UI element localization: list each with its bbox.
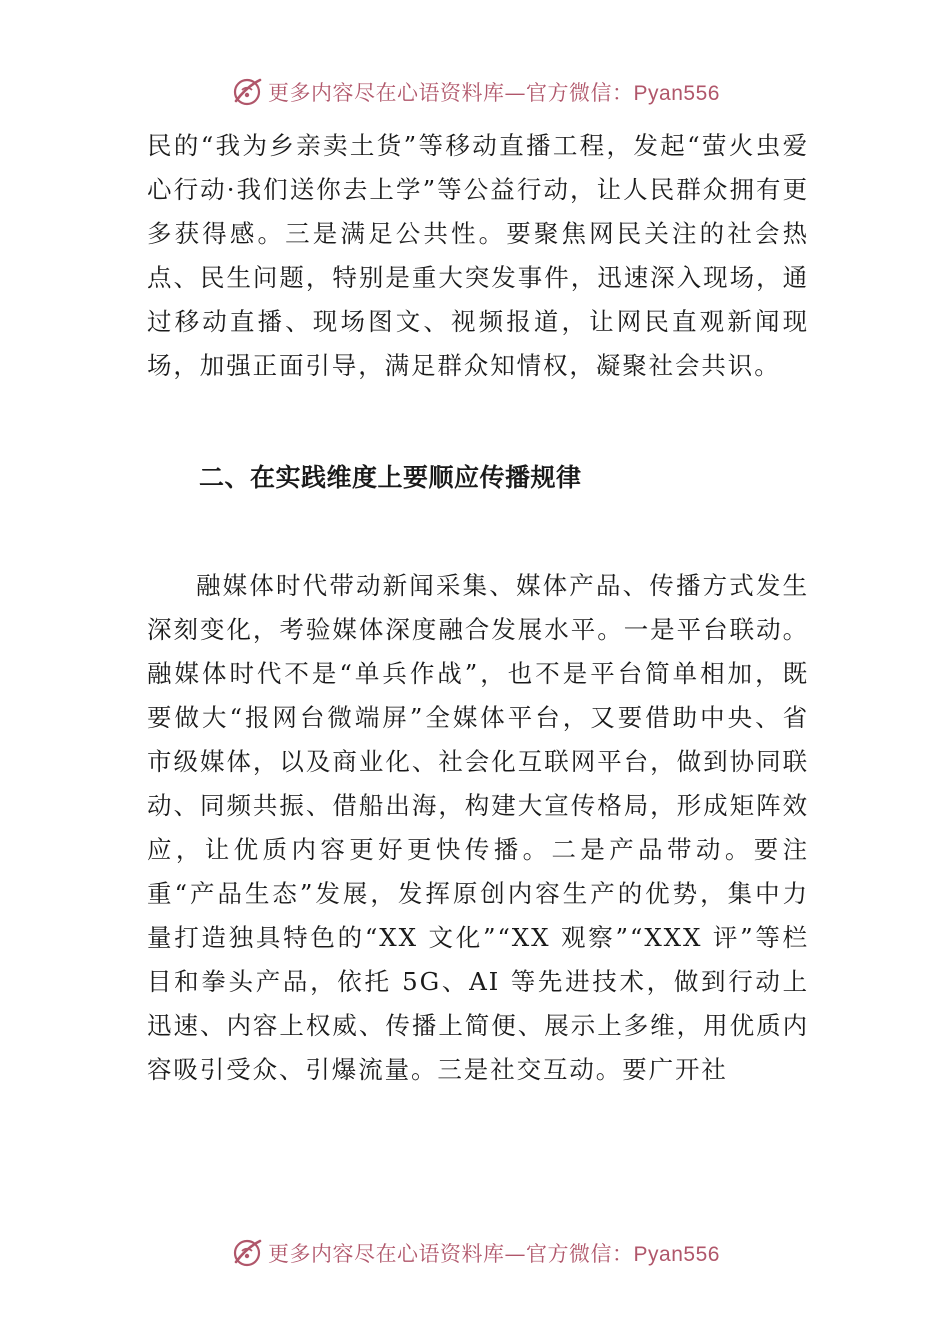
wechat-id: Pyan556	[633, 1243, 720, 1266]
logo-icon	[230, 75, 264, 109]
watermark-text: 更多内容尽在心语资料库—官方微信：Pyan556	[268, 1242, 720, 1266]
document-body	[147, 124, 809, 1092]
logo-icon	[230, 1236, 264, 1270]
footer-watermark	[0, 1233, 950, 1273]
paragraph-2: 融媒体时代带动新闻采集、媒体产品、传播方式发生深刻变化，考验媒体深度融合发展水平。一是平台联动。融媒体时代不是“单兵作战”，也不是平台简单相加，既要做大“报网台微端屏”全媒体平台，又要借助中央、省市级媒体，以及商业化、社会化互联网平台，做到协同联动、同频共振、借船出海，构建大宣传格局，形成矩阵效应，让优质内容更好更快传播。二是产品带动。要注重“产品生态”发展，发挥原创内容生产的优势，集中力量打造独具特色的“XX 文化”“XX 观察”“XXX 评”等栏目和拳头产品，依托 5G、AI 等先进技术，做到行动上迅速、内容上权威、传播上简便、展示上多维，用优质内容吸引受众、引爆流量。三是社交互动。要广开社	[147, 571, 809, 1084]
paragraph-1: 民的“我为乡亲卖土货”等移动直播工程，发起“萤火虫爱心行动·我们送你去上学”等公益行动，让人民群众拥有更多获得感。三是满足公共性。要聚焦网民关注的社会热点、民生问题，特别是重大突发事件，迅速深入现场，通过移动直播、现场图文、视频报道，让网民直观新闻现场，加强正面引导，满足群众知情权，凝聚社会共识。	[147, 131, 809, 380]
wechat-id: Pyan556	[633, 82, 720, 105]
watermark-text: 更多内容尽在心语资料库—官方微信：Pyan556	[268, 81, 720, 105]
header-watermark	[0, 72, 950, 112]
section-heading: 二、在实践维度上要顺应传播规律	[199, 463, 582, 492]
